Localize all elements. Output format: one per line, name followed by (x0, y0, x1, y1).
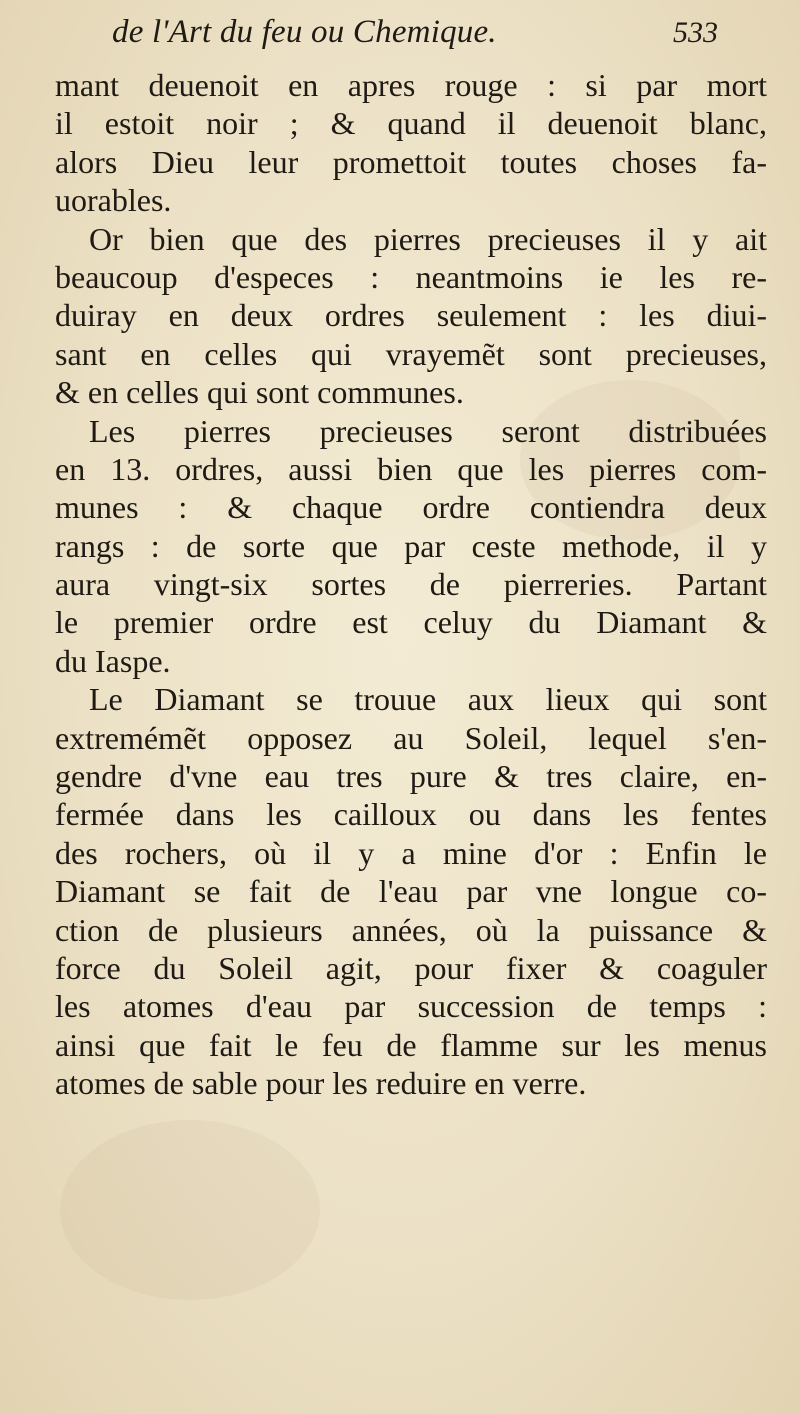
text-line: ainsi que fait le feu de flamme sur les menus (55, 1026, 767, 1063)
text-line: munes : & chaque ordre contiendra deux (55, 489, 767, 526)
text-line: alors Dieu leur promettoit toutes choses fa- (55, 143, 767, 180)
text-line: extremémẽt opposez au Soleil, lequel s'en- (55, 719, 767, 756)
page-number: 533 (673, 16, 718, 49)
text-line: en 13. ordres, aussi bien que les pierres com- (55, 450, 767, 487)
page-header (112, 14, 718, 62)
text-line: mant deuenoit en apres rouge : si par mort (55, 67, 767, 103)
text-line: du Iaspe. (55, 642, 171, 679)
text-line: uorables. (55, 182, 172, 219)
text-line: aura vingt-six sortes de pierreries. Partant (55, 566, 767, 603)
text-line: il estoit noir ; & quand il deuenoit blanc, (55, 105, 767, 142)
text-line: force du Soleil agit, pour fixer & coaguler (55, 949, 767, 986)
text-line: atomes de sable pour les reduire en verre. (55, 1065, 587, 1102)
text-line: des rochers, où il y a mine d'or : Enfin le (55, 834, 767, 871)
text-line: sant en celles qui vrayemẽt sont precieuses, (55, 335, 767, 372)
text-line: le premier ordre est celuy du Diamant & (55, 604, 767, 641)
text-line: ction de plusieurs années, où la puissance & (55, 911, 767, 948)
text-line: Diamant se fait de l'eau par vne longue co- (55, 873, 767, 910)
text-line: duiray en deux ordres seulement : les diui- (55, 297, 767, 334)
text-line: beaucoup d'especes : neantmoins ie les re- (55, 258, 767, 295)
text-line: & en celles qui sont communes. (55, 374, 464, 411)
text-line: Or bien que des pierres precieuses il y ait (89, 220, 767, 257)
text-line: rangs : de sorte que par ceste methode, il y (55, 527, 767, 564)
paper-stain (60, 1120, 320, 1300)
text-line: Le Diamant se trouue aux lieux qui sont (89, 681, 767, 718)
running-head: de l'Art du feu ou Chemique. (112, 14, 497, 50)
text-line: Les pierres precieuses seront distribuées (89, 412, 767, 449)
text-line: fermée dans les cailloux ou dans les fentes (55, 796, 767, 833)
body-text (55, 66, 767, 1103)
text-line: gendre d'vne eau tres pure & tres claire, en- (55, 758, 767, 795)
text-line: les atomes d'eau par succession de temps : (55, 988, 767, 1025)
